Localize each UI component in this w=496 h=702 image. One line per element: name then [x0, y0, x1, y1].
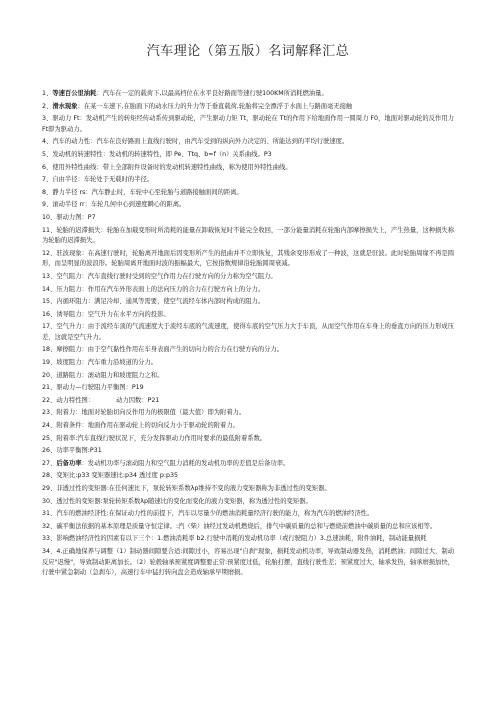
entry-text: 驱动力—行驶阻力平衡图：P19 [56, 384, 144, 392]
entry-text: 附着率:汽车直线行驶状况下，充分发挥驱动力作用时要求的最低附着系数。 [56, 434, 267, 442]
entry-number: 20、 [42, 371, 57, 379]
definition-entry [42, 310, 454, 321]
entry-text: 碳平衡法依据的基本原理是质量守恒定律。:汽（柴）油经过发动机燃烧后，排气中碳质量的总和与燃烧前燃油中碳质量的总和应该相等。 [56, 522, 437, 530]
entry-number: 12、 [42, 249, 57, 257]
definition-entry [42, 434, 454, 445]
entry-number: 2、 [42, 102, 53, 110]
entry-text: 非透过性的变矩器:在任何速比下，泵轮转矩系数λp维持不变的液力变矩器称为非透过性的变矩器。 [56, 485, 331, 492]
entry-text: 功率平衡图:P31 [56, 447, 102, 455]
definition-entry [42, 137, 454, 148]
entry-text: 汽车的动力性：汽车在良好路面上直线行驶时，由汽车受到的纵向外力决定的、所能达到的平均行驶速度。 [52, 138, 349, 146]
entry-text: 驻波现象：在高速行驶时，轮胎离开地面后因变形所产生的扭曲并不立即恢复，其残余变形形成了一种波，这就是驻波。此时轮胎周缘不再是圆形，而呈明显的波浪形。轮胎周离开地面时波的振幅最大，它按指数规律沿轮胎圆周衰减。 [42, 249, 455, 268]
entry-text: 变矩比:p33 变矩器速比:p34 透过度 p:p35 [56, 472, 178, 480]
definition-entry [42, 497, 454, 508]
entry-text: 自由半径：车轮处于无载时的半径。 [52, 176, 154, 184]
definition-entry [42, 297, 454, 308]
definition-entry [42, 213, 454, 224]
entry-text: 内循环阻力：满足冷却、通风等需要，使空气流经车体内部时构成的阻力。 [56, 298, 265, 306]
definition-entry [42, 345, 454, 356]
entry-text: 道路阻力：滚动阻力和坡度阻力之和。 [56, 371, 164, 379]
definition-entry [42, 163, 454, 174]
entry-text: 附着力：地面对轮胎切向反作用力的极限值（最大值）即为附着力。 [56, 409, 246, 417]
definition-entry [42, 446, 454, 457]
entry-number: 6、 [42, 163, 53, 171]
entry-text: 空气升力：由于流经车顶的气流速度大于流经车底的气流速度，使得车底的空气压力大于车顶，从而空气作用在车身上的垂直方向的压力形成压差，这就是空气升力。 [42, 323, 455, 341]
entry-number: 5、 [42, 150, 53, 158]
entry-number: 19、 [42, 359, 57, 367]
definition-entry [42, 188, 454, 199]
entry-term: 滑水现象 [52, 102, 78, 110]
entry-number: 3、 [42, 115, 53, 123]
entry-term: 后备功率 [56, 459, 82, 467]
entry-number: 27、 [42, 459, 57, 467]
entry-text: ：发动机功率与滚动阻力和空气阻力消耗的发动机功率的差值是后备功率。 [81, 459, 290, 467]
definition-entry [42, 249, 454, 270]
definition-entry [42, 89, 454, 100]
entry-number: 9、 [42, 201, 53, 209]
entry-number: 21、 [42, 384, 57, 392]
entry-number: 22、 [42, 396, 57, 404]
entry-text: 透过性的变矩器:泵轮转矩系数λp随速比的变化而变化的液力变矩器，称为透过性的变矩器。 [56, 497, 312, 505]
entry-number: 7、 [42, 176, 53, 184]
definition-entry [42, 272, 454, 283]
entry-term: 等速百公里油耗 [52, 90, 97, 97]
definition-entry [42, 484, 454, 495]
definition-entry [42, 547, 454, 579]
entry-text: ：在某一车速下,在胎面下的动水压力的升力等于垂直载荷,轮胎将完全漂浮于水面上与路面毫无接触 [77, 102, 353, 110]
entry-text: 驱动力 Ft：发动机产生的转矩经传动系传到驱动轮，产生驱动力矩 Tt，驱动轮在 Tt的作用下给地面作用一圆周力 F0，地面对驱动轮的反作用力 Ft即为驱动力。 [42, 115, 454, 133]
entry-number: 30、 [42, 497, 57, 505]
entry-text: 轮胎的迟滞损失：轮胎在加载变形时所消耗的能量在卸载恢复时不能完全收回，一部分能量消耗在轮胎内部摩擦损失上，产生热量，这种损失称为轮胎的迟滞损失。 [42, 226, 455, 245]
definition-entry [42, 471, 454, 482]
entry-number: 28、 [42, 472, 57, 480]
entry-number: 16、 [42, 310, 57, 318]
entry-number: 33、 [42, 535, 57, 543]
definition-entry [42, 285, 454, 296]
definition-list [42, 89, 454, 579]
definition-entry [42, 114, 454, 135]
definition-entry [42, 383, 454, 394]
entry-number: 15、 [42, 298, 57, 306]
entry-number: 34、 [42, 547, 57, 555]
entry-text: 坡度阻力：汽车重力沿坡道的分力。 [56, 359, 158, 367]
entry-number: 17、 [42, 323, 57, 331]
entry-number: 24、 [42, 422, 57, 430]
entry-number: 29、 [42, 485, 57, 492]
entry-text: 使用外特性曲线：带上全部附件设备时的发动机转速特性曲线，称为使用外特性曲线。 [52, 163, 292, 171]
entry-number: 18、 [42, 346, 57, 354]
definition-entry [42, 509, 454, 520]
entry-number: 11、 [42, 226, 57, 234]
entry-text: 压力阻力：作用在汽车外形表面上的法向压力的合力在行驶方向上的分力。 [56, 285, 265, 293]
entry-number: 1、 [42, 90, 53, 97]
definition-entry [42, 408, 454, 419]
definition-entry [42, 522, 454, 533]
definition-entry [42, 175, 454, 186]
entry-text: 4.正确地保养与调整（1）制动器间隙要合适:间隙过小，容易出现"自刹"现象，损耗发动机功率，导致制动器发热，消耗燃油；间隙过大，制动反应"迟慢"，导致制动距离加长。（2）轮毂轴承预紧度调整要正常:预紧度过低，轮胎打摆，直线行驶性差；预紧度过大，轴承发热，轴承磨损加快，行驶中紧急制动（急刹车），高速行车中猛打转向盘会造成轴承早期磨损。 [42, 547, 454, 577]
definition-entry [42, 396, 454, 407]
entry-number: 25、 [42, 434, 57, 442]
entry-number: 4、 [42, 138, 53, 146]
entry-number: 8、 [42, 188, 53, 196]
entry-text: 汽车的燃油经济性:在保证动力性的前提下，汽车以尽量少的燃油消耗量经济行驶的能力，称为汽车的燃油经济性。 [56, 510, 374, 518]
entry-number: 26、 [42, 447, 57, 455]
entry-text: 静力半径 rs：汽车静止时，车轮中心至轮胎与道路接触面间的距离。 [52, 188, 243, 196]
entry-number: 13、 [42, 272, 57, 280]
entry-number: 32、 [42, 522, 57, 530]
definition-entry [42, 200, 454, 211]
definition-entry [42, 371, 454, 382]
entry-number: 23、 [42, 409, 57, 417]
entry-text: 发动机的转速特性：发动机的转速特性，即 Pe、Ttq、b=f（n）关系曲线。P3 [52, 150, 272, 158]
definition-entry [42, 358, 454, 369]
definition-entry [42, 421, 454, 432]
definition-entry [42, 102, 454, 113]
document-title: 汽车理论（第五版）名词解释汇总 [146, 44, 350, 59]
entry-number: 31、 [42, 510, 57, 518]
entry-text: 影响燃油经济性的因素有以下三个：1.燃油消耗率 b2.行驶中消耗的发动机功率（或行驶阻力）3.总速油耗，附件油耗，制动能量损耗 [56, 535, 427, 543]
entry-text: 摩擦阻力：由于空气黏性作用在车身表面产生的切向力的合力在行驶方向的分力。 [56, 346, 283, 354]
entry-text: 滚动半径 rr：车轮几何中心到速度瞬心的距离。 [52, 201, 186, 209]
entry-number: 10、 [42, 213, 57, 221]
entry-text: 空气阻力：汽车直线行驶时受到的空气作用力在行驶方向的分力称为空气阻力。 [56, 272, 277, 280]
entry-number: 14、 [42, 285, 57, 293]
entry-text: 驱动力图：P7 [56, 213, 96, 221]
definition-entry [42, 150, 454, 161]
definition-entry [42, 322, 454, 343]
entry-text: 诱导阻力：空气升力在水平方向的投影。 [56, 310, 170, 318]
definition-entry [42, 226, 454, 247]
entry-text: 附着条件：地面作用在驱动轮上的切向反力小于驱动轮的附着力。 [56, 422, 239, 430]
definition-entry [42, 459, 454, 470]
entry-text: ：汽车在一定的载荷下,以最高档位在水平良好路面等速行驶100KM所消耗燃油量。 [96, 90, 328, 97]
definition-entry [42, 534, 454, 545]
entry-text: 动力特性图： 动力因数：P21 [56, 396, 160, 404]
